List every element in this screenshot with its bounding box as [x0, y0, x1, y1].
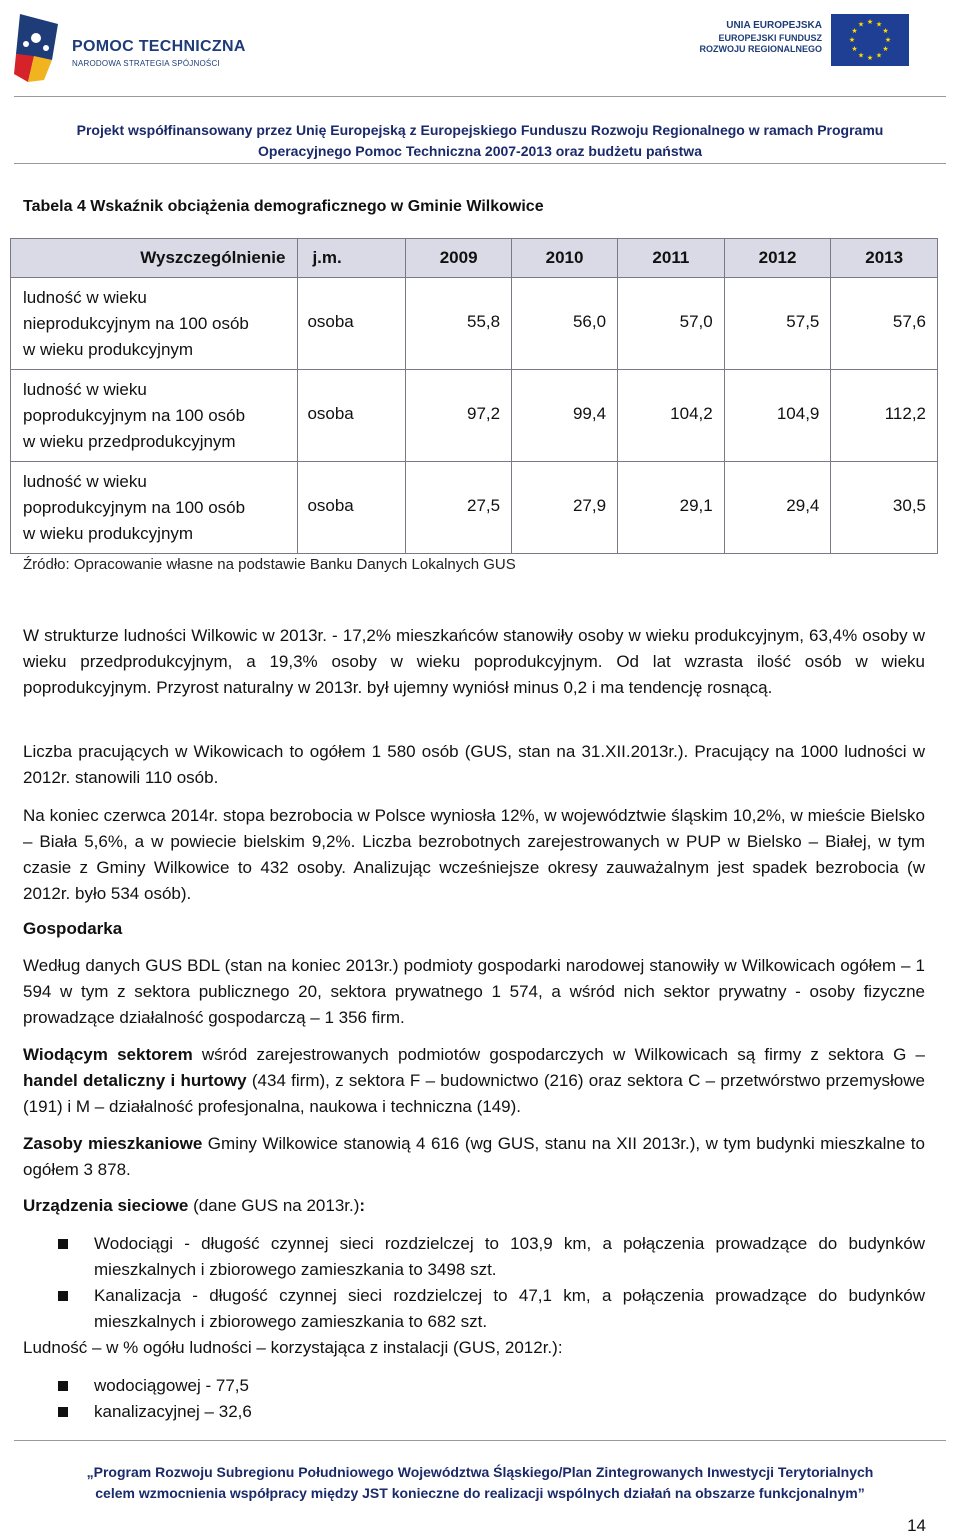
- header-cell-2013: 2013: [831, 239, 938, 278]
- svg-text:★: ★: [848, 36, 856, 44]
- value-cell: 104,2: [618, 370, 725, 462]
- project-line-2: Operacyjnego Pomoc Techniczna 2007-2013 oraz budżetu państwa: [258, 143, 702, 159]
- svg-text:★: ★: [866, 54, 874, 62]
- demographic-burden-table: [10, 238, 938, 554]
- eu-logo-line1: UNIA EUROPEJSKA: [726, 20, 822, 31]
- bold-phrase: handel detaliczny i hurtowy: [23, 1071, 247, 1090]
- eu-logo-line2-text: EUROPEJSKI FUNDUSZ: [718, 33, 822, 43]
- row-label-line: w wieku produkcyjnym: [23, 523, 194, 543]
- header-cell-2009: 2009: [406, 239, 512, 278]
- svg-text:★: ★: [851, 45, 858, 53]
- bullet-sewer-percent: kanalizacyjnej – 32,6: [94, 1402, 252, 1421]
- heading-text: Gospodarka: [23, 919, 123, 938]
- footer-line-1: „Program Rozwoju Subregionu Południowego Województwa Śląskiego/Plan Zintegrowanych Inwestycji Terytorialnych: [86, 1464, 874, 1480]
- project-divider: [14, 163, 946, 164]
- bold-colon: :: [359, 1196, 366, 1215]
- logo-left-subtitle: NARODOWA STRATEGIA SPÓJNOŚCI: [72, 59, 220, 68]
- bullet-water-supply: Wodociągi - długość czynnej sieci rozdzielczej to 103,9 km, a połączenia prowadzące do budynków mieszkalnych i zbiorowego zamieszkania to 3498 szt.: [94, 1234, 925, 1279]
- row-label-line: nieprodukcyjnym na 100 osób: [23, 313, 249, 333]
- value-cell: 57,0: [618, 278, 725, 370]
- pomoc-techniczna-logo: [14, 14, 254, 86]
- footer-line-2: celem wzmocnienia współpracy między JST konieczne do realizacji wspólnych działań na obszarze funkcjonalnym”: [95, 1485, 865, 1501]
- row-label: [11, 462, 298, 554]
- row-label-line: poprodukcyjnym na 100 osób: [23, 497, 246, 517]
- row-label: [11, 278, 298, 370]
- value-cell: 97,2: [406, 370, 512, 462]
- section-heading-gospodarka: [23, 916, 925, 942]
- row-label-line: ludność w wieku: [23, 471, 147, 491]
- paragraph-leading-sector: [23, 1042, 925, 1120]
- pomoc-techniczna-mark-icon: [14, 14, 64, 84]
- svg-text:★: ★: [882, 45, 889, 53]
- eu-logo: [686, 14, 916, 70]
- table-caption: Tabela 4 Wskaźnik obciążenia demograficznego w Gminie Wilkowice: [23, 198, 544, 215]
- paragraph-population-structure: W strukturze ludności Wilkowic w 2013r. - 17,2% mieszkańców stanowiły osoby w wieku produkcyjnym, 63,4% osoby w wieku przedprodukcyjnym, a 19,3% osoby w wieku poprodukcyjnym. Od lat wzrasta ilość osób w wieku poprodukcyjnym. Przyrost naturalny w 2013r. był ujemny wyniósł minus 0,2 i ma tendencję rosnącą.: [23, 626, 925, 697]
- svg-text:★: ★: [884, 36, 892, 44]
- paragraph-unemployment: Na koniec czerwca 2014r. stopa bezrobocia w Polsce wyniosła 12%, w województwie śląskim 10,2%, w mieście Bielsko – Biała 5,6%, a w powiecie bielskim 9,2%. Liczba bezrobotnych zarejestrowanych w PUP w Bielsko – Białej, w tym czasie z Gminy Wilkowice to 432 osoby. Analizując wcześniejsze okresy zauważalnym jest spadek bezrobocia (w 2012r. było 534 osób).: [23, 806, 925, 903]
- row-label-line: w wieku przedprodukcyjnym: [23, 431, 236, 451]
- table-row: [11, 462, 938, 554]
- value-cell: 55,8: [406, 278, 512, 370]
- page-footer: [0, 1462, 960, 1504]
- paragraph-business-entities: Według danych GUS BDL (stan na koniec 2013r.) podmioty gospodarki narodowej stanowiły w Wilkowicach ogółem – 1 594 w tym z sektora publicznego 20, sektora prywatnego 1 574, a wśród nich sektor prywatny - osoby fizyczne prowadzące działalność gospodarczą – 1 356 firm.: [23, 956, 925, 1027]
- table-source: Źródło: Opracowanie własne na podstawie Banku Danych Lokalnych GUS: [23, 556, 516, 573]
- row-label-line: w wieku produkcyjnym: [23, 339, 194, 359]
- table-header-row: [11, 239, 938, 278]
- header-cell-2010: 2010: [512, 239, 618, 278]
- svg-text:★: ★: [857, 20, 865, 29]
- row-unit: osoba: [298, 278, 406, 370]
- row-label: [11, 370, 298, 462]
- bold-phrase: Wiodącym sektorem: [23, 1045, 193, 1064]
- value-cell: 27,9: [512, 462, 618, 554]
- paragraph-population-installations: Ludność – w % ogółu ludności – korzystająca z instalacji (GUS, 2012r.):: [23, 1338, 563, 1357]
- text-run: (434 firm), z sektora F – budownictwo (216) oraz sektora C – przetwórstwo przemysłowe (191) i M – działalność profesjonalna, naukowa i techniczna (149).: [23, 1071, 925, 1116]
- value-cell: 29,1: [618, 462, 725, 554]
- paragraph-housing: [23, 1131, 925, 1183]
- row-unit: osoba: [298, 370, 406, 462]
- svg-text:★: ★: [875, 51, 883, 60]
- bullet-square-icon: [58, 1239, 68, 1249]
- bold-phrase: Zasoby mieszkaniowe: [23, 1134, 203, 1153]
- bullet-sewerage: Kanalizacja - długość czynnej sieci rozdzielczej to 47,1 km, a połączenia prowadzące do budynków mieszkalnych i zbiorowego zamieszkania to 682 szt.: [94, 1286, 925, 1331]
- value-cell: 27,5: [406, 462, 512, 554]
- value-cell: 30,5: [831, 462, 938, 554]
- bold-phrase: Urządzenia sieciowe: [23, 1196, 189, 1215]
- paragraph-employment: Liczba pracujących w Wikowicach to ogółem 1 580 osób (GUS, stan na 31.XII.2013r.). Pracujący na 1000 ludności w 2012r. stanowili 110 osób.: [23, 742, 925, 787]
- bullet-water-percent: wodociągowej - 77,5: [94, 1376, 249, 1395]
- eu-flag-icon: [831, 14, 909, 66]
- header-cell-description: Wyszczególnienie: [11, 239, 298, 278]
- row-unit: osoba: [298, 462, 406, 554]
- bullet-square-icon: [58, 1381, 68, 1391]
- footer-divider: [14, 1440, 946, 1441]
- project-funding-note: [0, 120, 960, 162]
- value-cell: 99,4: [512, 370, 618, 462]
- value-cell: 56,0: [512, 278, 618, 370]
- svg-text:★: ★: [882, 27, 889, 35]
- header-cell-2012: 2012: [724, 239, 831, 278]
- svg-text:★: ★: [857, 51, 865, 60]
- project-line-1: Projekt współfinansowany przez Unię Europejską z Europejskiego Funduszu Rozwoju Regionalnego w ramach Programu: [76, 122, 884, 138]
- page-number: 14: [907, 1516, 926, 1534]
- page-header: [0, 0, 960, 100]
- bullet-square-icon: [58, 1407, 68, 1417]
- row-label-line: poprodukcyjnym na 100 osób: [23, 405, 246, 425]
- svg-text:★: ★: [866, 18, 874, 26]
- value-cell: 104,9: [724, 370, 831, 462]
- value-cell: 57,6: [831, 278, 938, 370]
- logo-left-name: POMOC TECHNICZNA: [72, 38, 246, 55]
- eu-logo-line2: [686, 33, 822, 55]
- row-label-line: ludność w wieku: [23, 379, 147, 399]
- svg-text:★: ★: [851, 27, 858, 35]
- table-row: [11, 278, 938, 370]
- header-cell-unit: j.m.: [298, 239, 406, 278]
- paragraph-network-heading: [23, 1193, 925, 1219]
- table-row: [11, 370, 938, 462]
- value-cell: 57,5: [724, 278, 831, 370]
- value-cell: 29,4: [724, 462, 831, 554]
- svg-text:★: ★: [875, 20, 883, 29]
- header-divider: [14, 96, 946, 97]
- text-run: Gminy Wilkowice stanowią 4 616 (wg GUS, stanu na XII 2013r.), w tym budynki mieszkalne to ogółem 3 878.: [23, 1134, 925, 1179]
- bullet-square-icon: [58, 1291, 68, 1301]
- eu-logo-line3-text: ROZWOJU REGIONALNEGO: [699, 44, 822, 54]
- value-cell: 112,2: [831, 370, 938, 462]
- header-cell-2011: 2011: [618, 239, 725, 278]
- text-run: wśród zarejestrowanych podmiotów gospodarczych w Wilkowicach są firmy z sektora G –: [192, 1045, 926, 1064]
- row-label-line: ludność w wieku: [23, 287, 147, 307]
- text-run: (dane GUS na 2013r.): [188, 1196, 360, 1215]
